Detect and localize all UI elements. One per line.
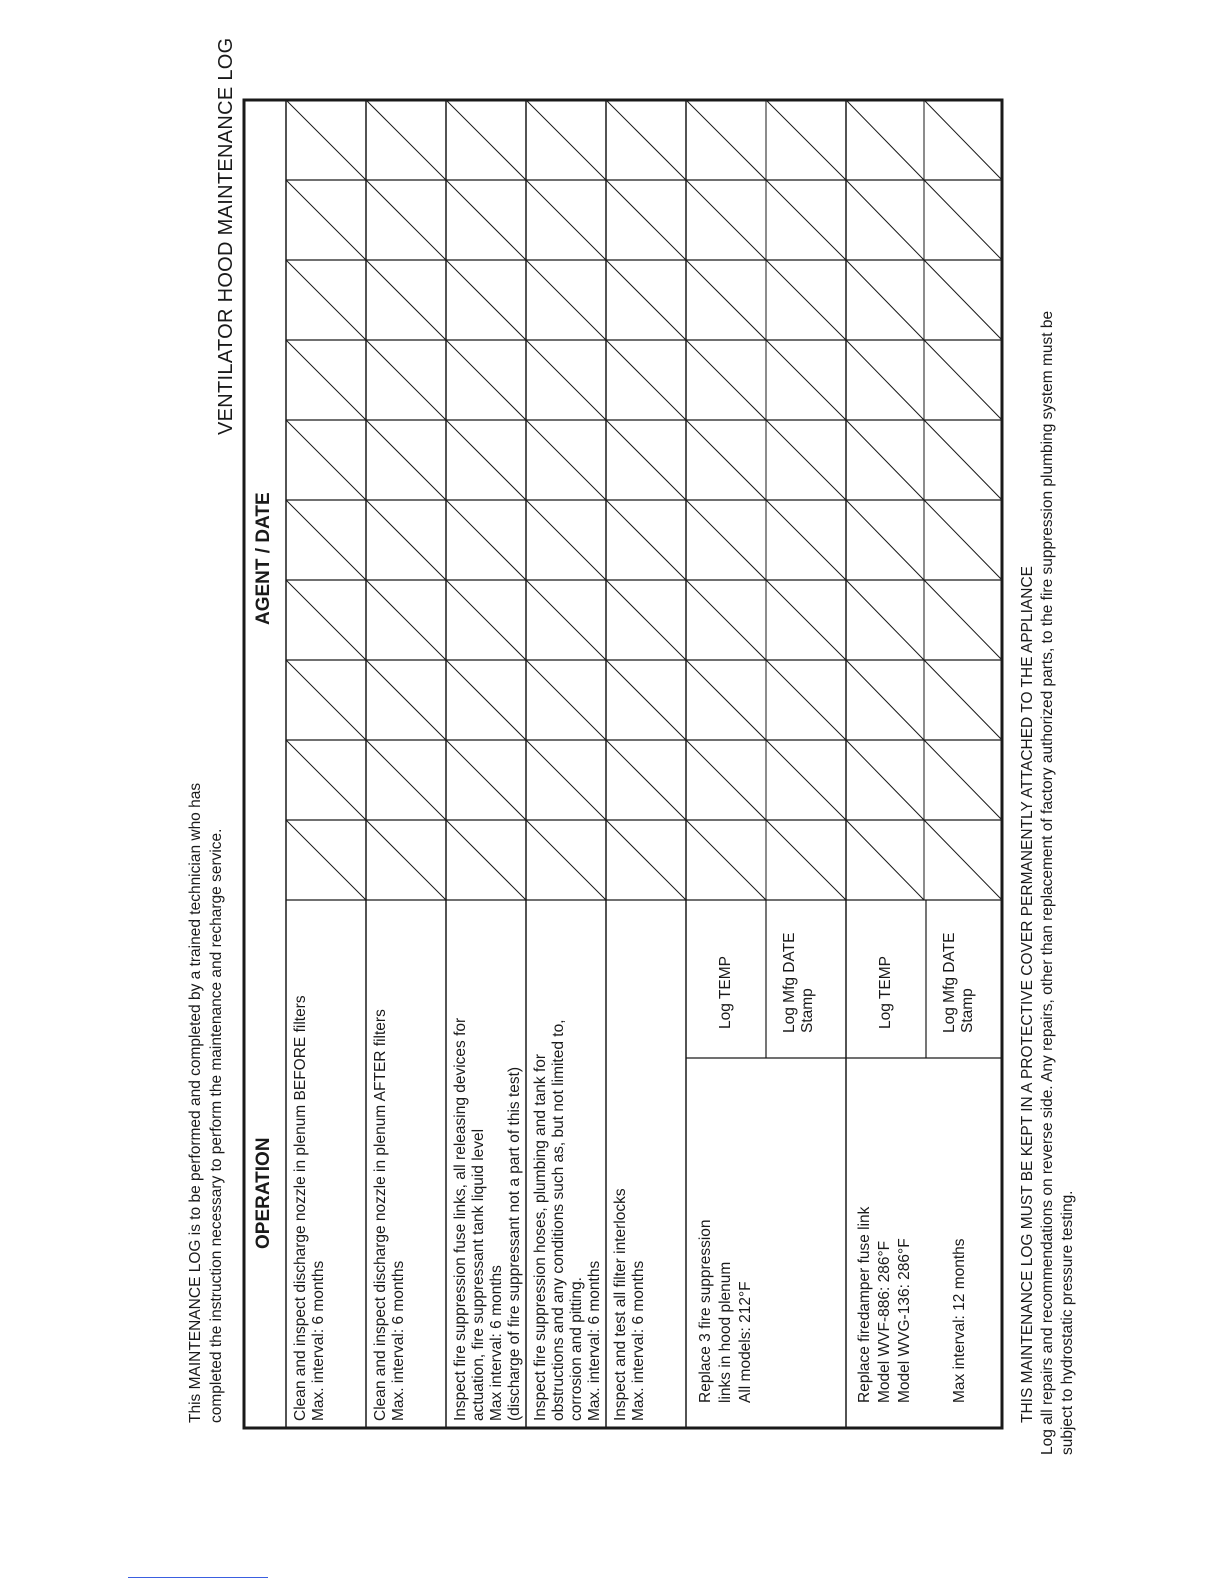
- cell-diagonal: [286, 740, 366, 820]
- cell-diagonal: [526, 500, 606, 580]
- cell-diagonal: [606, 100, 686, 180]
- cell-diagonal: [446, 260, 526, 340]
- cell-diagonal: [366, 580, 446, 660]
- cell-diagonal: [526, 820, 606, 900]
- cell-diagonal: [686, 660, 766, 740]
- log-mfg-stamp-label-2: Stamp: [959, 988, 976, 1033]
- replace-firedamper-line-3: Model WVG-136: 286°F: [896, 1238, 913, 1403]
- cell-diagonal: [766, 260, 846, 340]
- intro-line-2: completed the instruction necessary to perform the maintenance and recharge service.: [208, 828, 225, 1423]
- cell-diagonal: [446, 340, 526, 420]
- cell-diagonal: [766, 420, 846, 500]
- cell-diagonal: [924, 660, 1002, 740]
- cell-diagonal: [526, 580, 606, 660]
- cell-diagonal: [446, 180, 526, 260]
- cell-diagonal: [846, 340, 924, 420]
- cell-diagonal: [846, 580, 924, 660]
- cell-diagonal: [924, 740, 1002, 820]
- operation-row-5-line-2: Max. interval: 6 months: [630, 1260, 647, 1421]
- cell-diagonal: [686, 500, 766, 580]
- cell-diagonal: [686, 740, 766, 820]
- cell-diagonal: [286, 100, 366, 180]
- cell-diagonal: [526, 740, 606, 820]
- page-title: VENTILATOR HOOD MAINTENANCE LOG: [215, 37, 237, 435]
- operation-row-1-line-1: Clean and inspect discharge nozzle in plenum BEFORE filters: [292, 995, 309, 1421]
- log-temp-label-2: Log TEMP: [877, 956, 894, 1029]
- replace-firedamper-line-2: Model WVF-886: 286°F: [876, 1240, 893, 1403]
- cell-diagonal: [606, 180, 686, 260]
- operation-row-4-line-4: Max. interval: 6 months: [586, 1260, 603, 1421]
- cell-diagonal: [766, 740, 846, 820]
- operation-row-4-line-3: corrosion and pitting.: [568, 1277, 585, 1421]
- cell-diagonal: [286, 500, 366, 580]
- footer-line-3: subject to hydrostatic pressure testing.: [1059, 1190, 1076, 1455]
- operation-row-3-line-4: (discharge of fire suppressant not a part of this test): [506, 1066, 523, 1421]
- cell-diagonal: [366, 820, 446, 900]
- cell-diagonal: [526, 180, 606, 260]
- cell-diagonal: [526, 420, 606, 500]
- log-mfg-stamp-label-1: Stamp: [799, 988, 816, 1033]
- cell-diagonal: [846, 500, 924, 580]
- operation-row-3-line-3: Max interval: 6 months: [488, 1265, 505, 1421]
- operation-row-1-line-2: Max. interval: 6 months: [310, 1260, 327, 1421]
- cell-diagonal: [446, 660, 526, 740]
- cell-diagonal: [924, 820, 1002, 900]
- footer-line-1: THIS MAINTENANCE LOG MUST BE KEPT IN A PROTECTIVE COVER PERMANENTLY ATTACHED TO THE APPLIANCE: [1019, 566, 1036, 1423]
- cell-diagonal: [526, 260, 606, 340]
- cell-diagonal: [526, 100, 606, 180]
- operation-row-4-line-2: obstructions and any conditions such as, but not limited to,: [550, 1019, 567, 1421]
- operation-row-3-line-2: actuation, fire suppressant tank liquid level: [470, 1128, 487, 1421]
- cell-diagonal: [846, 100, 924, 180]
- cell-diagonal: [606, 420, 686, 500]
- log-mfg-date-label-2: Log Mfg DATE: [941, 932, 958, 1033]
- cell-diagonal: [924, 100, 1002, 180]
- operation-row-3-line-1: Inspect fire suppression fuse links, all releasing devices for: [452, 1017, 469, 1421]
- cell-diagonal: [606, 660, 686, 740]
- cell-diagonal: [446, 580, 526, 660]
- cell-diagonal: [286, 180, 366, 260]
- cell-diagonal: [286, 420, 366, 500]
- cell-diagonal: [924, 180, 1002, 260]
- replace-fire-links-line-2: links in hood plenum: [717, 1261, 734, 1403]
- cell-diagonal: [846, 420, 924, 500]
- cell-diagonal: [846, 740, 924, 820]
- cell-diagonal: [366, 420, 446, 500]
- operation-row-2-line-2: Max. interval: 6 months: [390, 1260, 407, 1421]
- cell-diagonal: [286, 820, 366, 900]
- cell-diagonal: [446, 500, 526, 580]
- replace-fire-links-line-3: All models: 212°F: [737, 1281, 754, 1403]
- cell-diagonal: [286, 660, 366, 740]
- cell-diagonal: [446, 820, 526, 900]
- cell-diagonal: [686, 420, 766, 500]
- cell-diagonal: [686, 580, 766, 660]
- replace-fire-links-line-1: Replace 3 fire suppression: [697, 1219, 714, 1403]
- agent-date-header: AGENT / DATE: [253, 492, 274, 625]
- cell-diagonal: [366, 500, 446, 580]
- cell-diagonal: [924, 260, 1002, 340]
- cell-diagonal: [686, 260, 766, 340]
- cell-diagonal: [446, 420, 526, 500]
- cell-diagonal: [366, 340, 446, 420]
- cell-diagonal: [846, 820, 924, 900]
- cell-diagonal: [606, 260, 686, 340]
- link-underline: [128, 1577, 268, 1578]
- cell-diagonal: [366, 660, 446, 740]
- cell-diagonal: [366, 100, 446, 180]
- cell-diagonal: [286, 340, 366, 420]
- cell-diagonal: [366, 260, 446, 340]
- cell-diagonal: [766, 820, 846, 900]
- cell-diagonal: [366, 180, 446, 260]
- cell-diagonal: [686, 180, 766, 260]
- operation-row-4-line-1: Inspect fire suppression hoses, plumbing and tank for: [532, 1053, 549, 1421]
- cell-diagonal: [924, 340, 1002, 420]
- cell-diagonal: [766, 180, 846, 260]
- cell-diagonal: [924, 420, 1002, 500]
- cell-diagonal: [446, 740, 526, 820]
- intro-line-1: This MAINTENANCE LOG is to be performed and completed by a trained technician who has: [187, 782, 204, 1423]
- log-temp-label-1: Log TEMP: [717, 956, 734, 1029]
- cell-diagonal: [606, 500, 686, 580]
- cell-diagonal: [606, 820, 686, 900]
- cell-diagonal: [846, 660, 924, 740]
- replace-firedamper-line-1: Replace firedamper fuse link: [856, 1206, 873, 1403]
- operation-row-2-line-1: Clean and inspect discharge nozzle in plenum AFTER filters: [372, 1009, 389, 1421]
- cell-diagonal: [606, 340, 686, 420]
- cell-diagonal: [366, 740, 446, 820]
- cell-diagonal: [606, 580, 686, 660]
- cell-diagonal: [526, 660, 606, 740]
- log-mfg-date-label-1: Log Mfg DATE: [781, 932, 798, 1033]
- operation-row-5-line-1: Inspect and test all filter interlocks: [612, 1188, 629, 1421]
- cell-diagonal: [766, 100, 846, 180]
- cell-diagonal: [286, 260, 366, 340]
- cell-diagonal: [606, 740, 686, 820]
- cell-diagonal: [924, 500, 1002, 580]
- cell-diagonal: [766, 580, 846, 660]
- cell-diagonal: [766, 660, 846, 740]
- cell-diagonal: [846, 260, 924, 340]
- cell-diagonal: [686, 820, 766, 900]
- firedamper-interval: Max interval: 12 months: [951, 1238, 968, 1403]
- cell-diagonal: [686, 100, 766, 180]
- cell-diagonal: [766, 340, 846, 420]
- footer-line-2: Log all repairs and recommendations on reverse side. Any repairs, other than replacement of factory authorized parts, to the fire suppression plumbing system must be: [1039, 310, 1056, 1455]
- cell-diagonal: [446, 100, 526, 180]
- cell-diagonal: [686, 340, 766, 420]
- cell-diagonal: [846, 180, 924, 260]
- cell-diagonal: [286, 580, 366, 660]
- cell-diagonal: [924, 580, 1002, 660]
- cell-diagonal: [526, 340, 606, 420]
- cell-diagonal: [766, 500, 846, 580]
- operation-header: OPERATION: [253, 1137, 274, 1249]
